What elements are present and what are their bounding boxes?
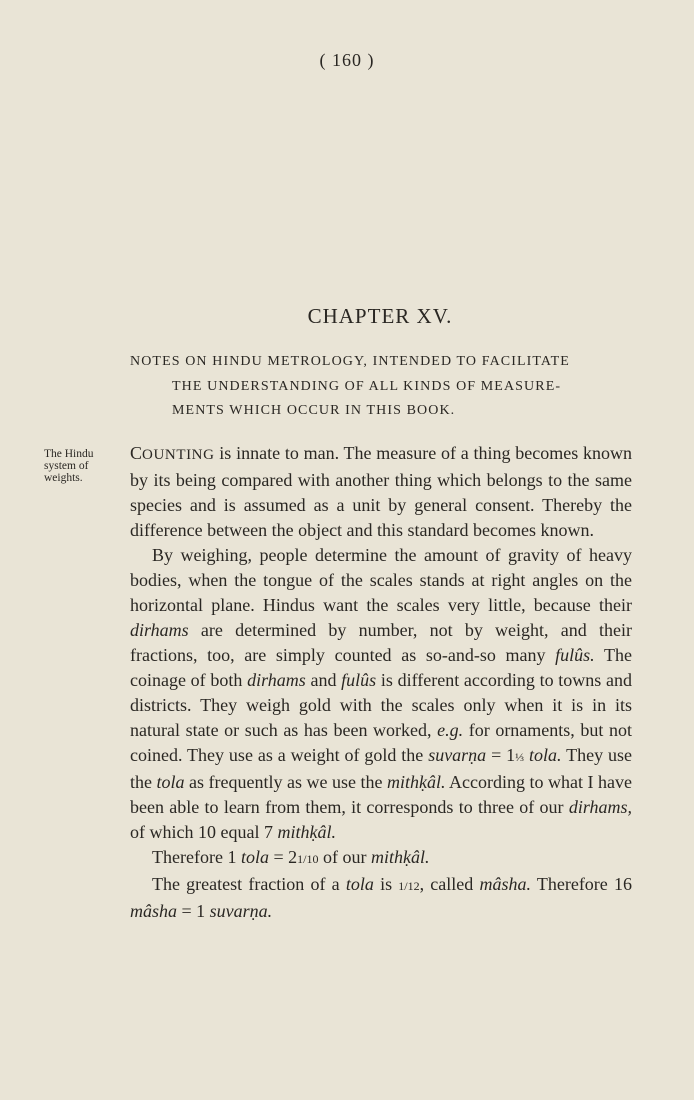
body-text <box>130 441 632 924</box>
page-number: ( 160 ) <box>319 50 375 70</box>
fraction: 1/12 <box>398 879 420 893</box>
paragraph-3: Therefore 1 tola = 21/10 of our mithḳâl. <box>152 847 430 867</box>
margin-note: The Hindu system of weights. <box>44 448 94 484</box>
chapter-title: CHAPTER XV. <box>307 304 453 328</box>
paragraph-4: The greatest fraction of a tola is 1/12, called mâsha. Therefore 16 mâsha = 1 suvarṇa. <box>130 874 632 921</box>
fraction: ⅓ <box>515 750 525 764</box>
subtitle-line-1: NOTES ON HINDU METROLOGY, INTENDED TO FACILITATE <box>130 354 570 369</box>
chapter-subtitle <box>130 350 632 424</box>
subtitle-line-2: THE UNDERSTANDING OF ALL KINDS OF MEASURE- <box>172 378 562 394</box>
paragraph-1: COUNTING is innate to man. The measure of a thing becomes known by its being compared with another thing which belongs to the same species and is assumed as a unit by general consent. Thereby the difference between the object and this standard becomes known. <box>130 443 632 540</box>
paragraph-2: By weighing, people determine the amount of gravity of heavy bodies, when the tongue of the scales stands at right angles on the horizontal plane. Hindus want the scales very little, because their dirhams are determined by number, not by weight, and their fractions, too, are simply counted as so-and-so many fulûs. The coinage of both dirhams and fulûs is different according to towns and districts. They weigh gold with the scales only when it is in its natural state or such as has been worked, e.g. for ornaments, but not coined. They use as a weight of gold the suvarṇa = 1⅓ tola. They use the tola as frequently as we use the mithḳâl. According to what I have been able to learn from them, it corresponds to three of our dirhams, of which 10 equal 7 mithḳâl. <box>130 545 633 842</box>
small-caps-word: COUNTING <box>130 443 215 463</box>
fraction: 1/10 <box>297 852 319 866</box>
subtitle-line-3: MENTS WHICH OCCUR IN THIS BOOK. <box>172 403 456 418</box>
